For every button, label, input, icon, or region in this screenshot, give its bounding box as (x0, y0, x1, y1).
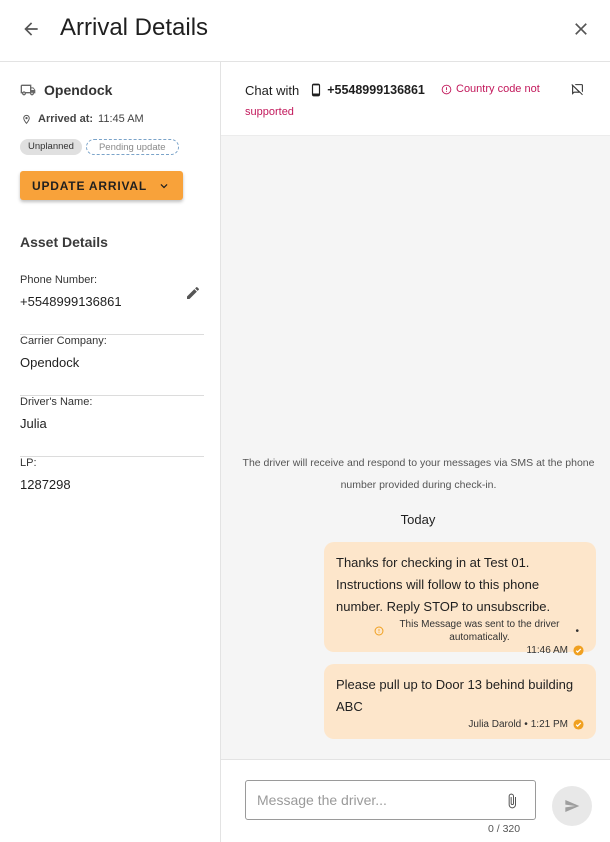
carrier-row (20, 82, 112, 98)
field-label: LP: (20, 457, 37, 469)
chat-with-label: Chat with (245, 82, 300, 98)
check-circle-icon (573, 645, 584, 656)
page-title: Arrival Details (60, 14, 209, 41)
arrived-time: 11:45 AM (98, 113, 144, 125)
system-message: The driver will receive and respond to your messages via SMS at the phone number provided during check-in. (242, 457, 595, 491)
message-meta: This Message was sent to the driver automatically. • 11:46 AM (336, 618, 584, 657)
unplanned-badge: Unplanned (20, 139, 82, 155)
field-value: Opendock (20, 355, 80, 370)
update-arrival-label: UPDATE ARRIVAL (32, 178, 147, 193)
chat-panel (221, 62, 610, 842)
smartphone-icon (309, 82, 323, 98)
location-pin-icon (21, 114, 32, 125)
field-value: 1287298 (20, 477, 71, 492)
chevron-down-icon (157, 179, 171, 193)
arrived-row (21, 113, 144, 125)
field-value: Julia (20, 416, 47, 431)
country-code-warning (441, 83, 540, 95)
asset-details-title: Asset Details (20, 234, 108, 250)
arrow-back-icon (21, 19, 41, 39)
driver-name-field (20, 396, 204, 457)
close-icon (571, 19, 591, 39)
check-circle-icon (573, 719, 584, 730)
message-bubble (324, 542, 596, 656)
day-separator: Today (400, 512, 436, 527)
arrived-label: Arrived at: (38, 113, 94, 125)
sms-disabled-icon (571, 83, 584, 96)
status-tags (20, 139, 179, 155)
message-time: 1:21 PM (530, 719, 568, 730)
message-time: 11:46 AM (526, 645, 568, 656)
truck-icon (20, 82, 36, 98)
update-arrival-button[interactable] (20, 171, 183, 200)
field-value: +5548999136861 (20, 294, 122, 309)
back-button[interactable] (18, 16, 44, 42)
message-bubble (324, 664, 596, 739)
chat-with-row (245, 82, 425, 98)
message-author: Julia Darold (468, 719, 522, 730)
pencil-icon (185, 285, 201, 301)
close-button[interactable] (568, 16, 594, 42)
phone-number-field (20, 274, 204, 335)
pending-update-badge: Pending update (86, 139, 179, 155)
chat-phone-number: +5548999136861 (327, 83, 425, 97)
paperclip-icon (504, 790, 520, 812)
warning-text: Country code not (456, 83, 540, 95)
character-counter: 0 / 320 (488, 823, 521, 835)
message-meta: Julia Darold • 1:21 PM (336, 718, 584, 731)
auto-message-note: This Message was sent to the driver automatically. (399, 619, 560, 643)
field-label: Driver's Name: (20, 396, 93, 408)
field-label: Phone Number: (20, 274, 98, 286)
dialog-header (0, 0, 610, 62)
send-button[interactable] (552, 786, 592, 826)
carrier-company-field (20, 335, 204, 396)
chat-header (221, 62, 610, 136)
send-icon (564, 798, 580, 814)
edit-phone-button[interactable] (184, 284, 202, 302)
sms-toggle[interactable] (571, 83, 584, 96)
message-text: Thanks for checking in at Test 01. Instructions will follow to this phone number. Reply STOP to unsubscribe. (336, 555, 551, 614)
message-composer (221, 759, 610, 842)
arrival-summary-panel (0, 62, 221, 842)
info-circle-icon (441, 84, 452, 95)
warning-text-continued: supported (245, 106, 294, 118)
message-text: Please pull up to Door 13 behind building ABC (336, 677, 574, 714)
carrier-name: Opendock (44, 82, 113, 98)
lp-field (20, 457, 204, 518)
field-label: Carrier Company: (20, 335, 107, 347)
info-circle-icon (374, 626, 384, 636)
message-thread[interactable] (221, 136, 610, 759)
attach-button[interactable] (504, 790, 520, 812)
message-input[interactable] (245, 780, 536, 820)
